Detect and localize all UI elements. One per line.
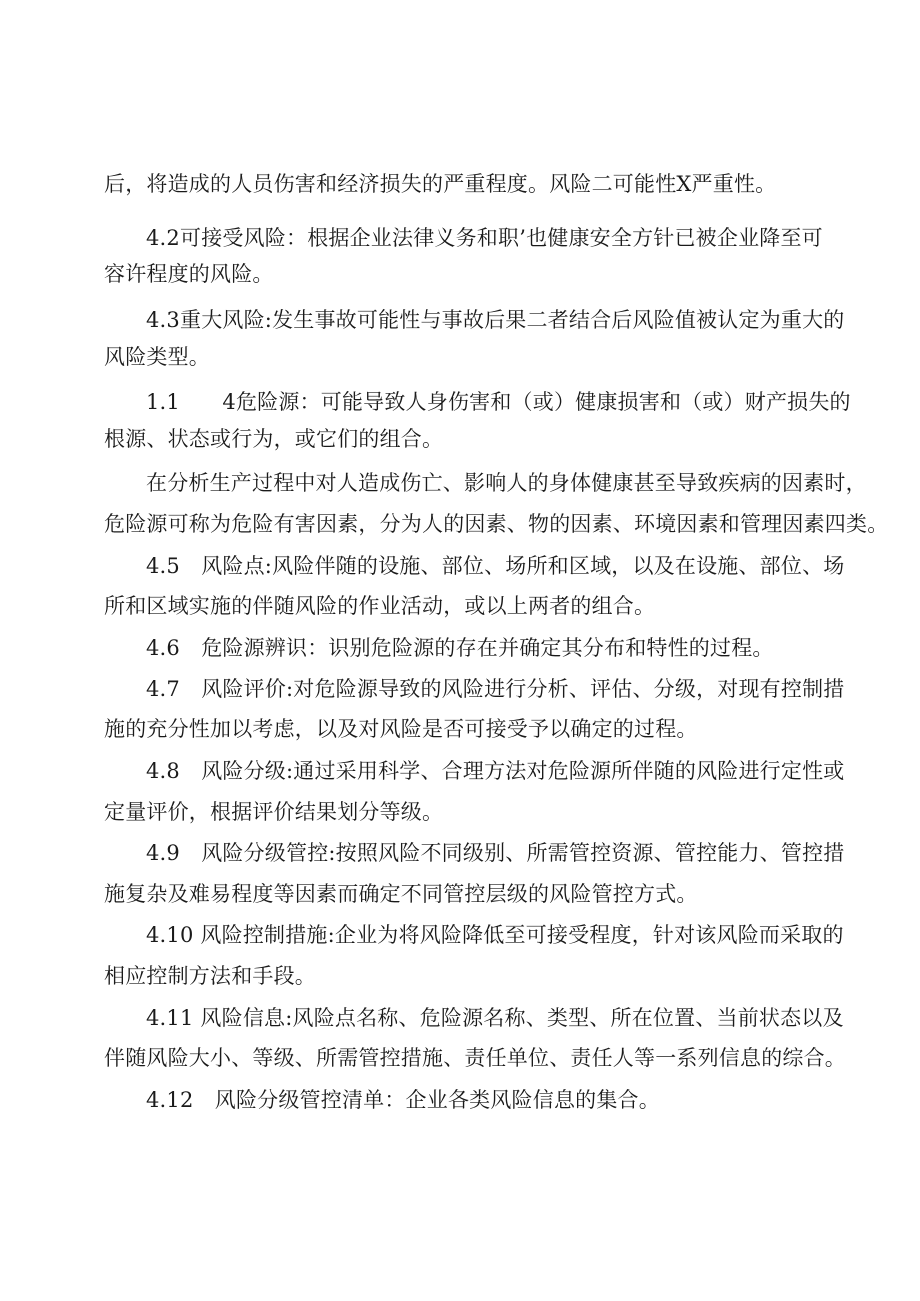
text-line: 4.2可接受风险：根据企业法律义务和职’也健康安全方针已被企业降至可 bbox=[146, 226, 823, 250]
text-line: 定量评价，根据评价结果划分等级。 bbox=[104, 800, 444, 824]
text-line: 4.8 风险分级:通过采用科学、合理方法对危险源所伴随的风险进行定性或 bbox=[146, 759, 845, 783]
text-line: 4.6 危险源辨识：识别危险源的存在并确定其分布和特性的过程。 bbox=[146, 636, 774, 660]
text-line: 4.10 风险控制措施:企业为将风险降低至可接受程度，针对该风险而采取的 bbox=[146, 923, 844, 947]
text-line: 4.9 风险分级管控:按照风险不同级别、所需管控资源、管控能力、管控措 bbox=[146, 841, 845, 865]
text-line: 4.11 风险信息:风险点名称、危险源名称、类型、所在位置、当前状态以及 bbox=[146, 1006, 844, 1030]
text-line: 4.7 风险评价:对危险源导致的风险进行分析、评估、分级，对现有控制措 bbox=[146, 677, 845, 701]
text-line: 根源、状态或行为，或它们的组合。 bbox=[104, 427, 444, 451]
text-line: 1.1 4危险源：可能导致人身伤害和（或）健康损害和（或）财产损失的 bbox=[146, 390, 851, 414]
text-line: 后，将造成的人员伤害和经济损失的严重程度。风险二可能性X严重性。 bbox=[104, 172, 777, 196]
text-line: 4.5 风险点:风险伴随的设施、部位、场所和区域，以及在设施、部位、场 bbox=[146, 554, 845, 578]
text-line: 容许程度的风险。 bbox=[104, 262, 274, 286]
text-line: 相应控制方法和手段。 bbox=[104, 964, 316, 988]
text-line: 所和区域实施的伴随风险的作业活动，或以上两者的组合。 bbox=[104, 594, 656, 618]
text-line: 危险源可称为危险有害因素，分为人的因素、物的因素、环境因素和管理因素四类。 bbox=[104, 512, 889, 536]
text-line: 4.3重大风险:发生事故可能性与事故后果二者结合后风险值被认定为重大的 bbox=[146, 308, 845, 332]
text-line: 风险类型。 bbox=[104, 345, 210, 369]
text-line: 伴随风险大小、等级、所需管控措施、责任单位、责任人等一系列信息的综合。 bbox=[104, 1046, 846, 1070]
text-line: 施复杂及难易程度等因素而确定不同管控层级的风险管控方式。 bbox=[104, 882, 698, 906]
text-line: 施的充分性加以考虑，以及对风险是否可接受予以确定的过程。 bbox=[104, 717, 698, 741]
text-line: 在分析生产过程中对人造成伤亡、影响人的身体健康甚至导致疾病的因素时， bbox=[146, 471, 867, 495]
text-line: 4.12 风险分级管控清单：企业各类风险信息的集合。 bbox=[146, 1088, 660, 1112]
